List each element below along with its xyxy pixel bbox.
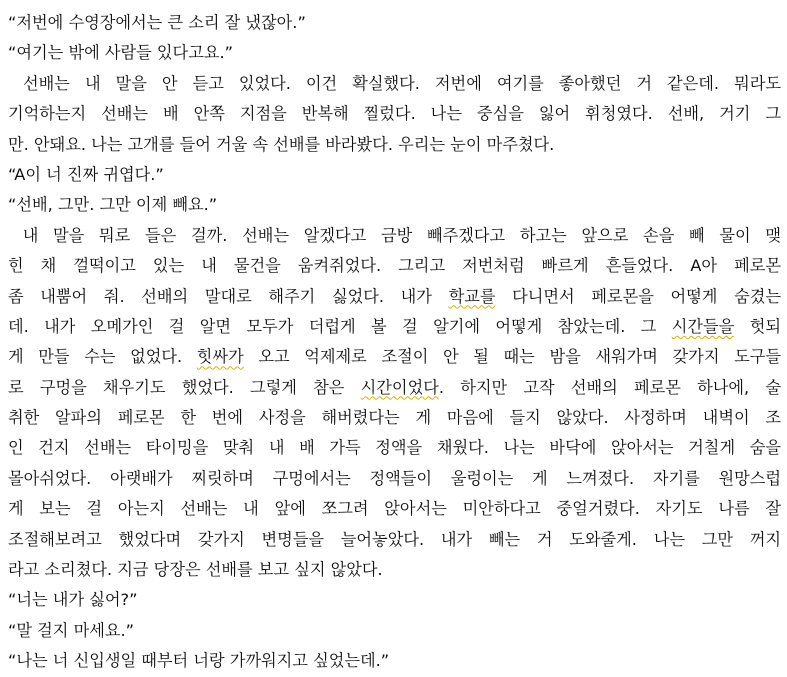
- text-segment: 라고 소리쳤다. 지금 당장은 선배를 보고 싶지 않았다.: [8, 560, 383, 580]
- text-segment: 몰아쉬었다. 아랫배가 찌릿하며 구멍에서는 정액들이 울렁이는 게 느껴졌다. 자기를 원망스럽: [8, 468, 781, 488]
- text-segment: 오고 억제제로 조절이 안 될 때는 밤을 새워가며 갖가지 도구들: [243, 347, 781, 367]
- text-segment: “A이 너 진짜 귀엽다.”: [8, 164, 164, 184]
- text-segment: “선배, 그만. 그만 이제 빼요.”: [8, 195, 218, 215]
- text-segment: “저번에 수영장에서는 큰 소리 잘 냈잖아.”: [8, 13, 306, 32]
- text-segment: 취한 알파의 페로몬 한 번에 사정을 해버렸다는 게 마음에 들지 않았다. 사정하며 내벽이 조: [8, 408, 781, 428]
- text-segment: 좀 내뿜어 줘. 선배의 말대로 해주기 싫었다. 내가: [8, 286, 449, 306]
- text-line: [8, 130, 781, 160]
- text-segment: “너는 내가 싫어?”: [8, 590, 138, 610]
- text-line: [8, 585, 781, 615]
- text-segment: “여기는 밖에 사람들 있다고요.”: [8, 43, 233, 63]
- text-segment: 힌 채 껄떡이고 있는 내 물건을 움켜쥐었다. 그리고 저번처럼 빠르게 흔들었다. A아 페로몬: [8, 256, 781, 276]
- text-segment: 게 만들 수는 없었다.: [8, 347, 197, 367]
- text-segment: 선배는 내 말을 안 듣고 있었다. 이건 확실했다. 저번에 여기를 좋아했던 거 같은데. 뭐라도: [8, 73, 781, 93]
- text-line: [8, 160, 781, 190]
- text-line: [8, 99, 781, 129]
- text-line: [8, 312, 781, 342]
- text-line: [8, 646, 781, 676]
- text-segment: . 하지만 고작 선배의 페로몬 하나에, 술: [438, 377, 781, 397]
- text-segment: 기억하는지 선배는 배 안쪽 지점을 반복해 찔렀다. 나는 중심을 잃어 휘청였다. 선배, 거기 그: [8, 104, 781, 124]
- text-segment: “나는 너 신입생일 때부터 너랑 가까워지고 싶었는데.”: [8, 651, 390, 671]
- text-line: [8, 525, 781, 555]
- text-segment: 조절해보려고 했었다며 갖가지 변명들을 늘어놓았다. 내가 빼는 거 도와줄게. 나는 그만 꺼지: [8, 529, 781, 549]
- text-line: [8, 342, 781, 372]
- text-line: [8, 373, 781, 403]
- text-segment: 헛되: [734, 316, 781, 336]
- text-segment: 게 보는 걸 아는지 선배는 내 앞에 쪼그려 앉아서는 미안하다고 중얼거렸다. 자기도 나름 잘: [8, 499, 781, 519]
- spellcheck-flagged-word: 학교를: [448, 286, 496, 306]
- text-line: [8, 69, 781, 99]
- text-segment: “말 걸지 마세요.”: [8, 620, 135, 640]
- text-line: [8, 8, 781, 38]
- text-segment: 로 구멍을 채우기도 했었다. 그렇게 참은: [8, 377, 361, 397]
- text-line: [8, 494, 781, 524]
- text-line: [8, 190, 781, 220]
- text-line: [8, 38, 781, 68]
- text-line: [8, 433, 781, 463]
- text-segment: 다니면서 페로몬을 어떻게 숨겼는: [495, 286, 781, 306]
- text-line: [8, 464, 781, 494]
- spellcheck-flagged-word: 시간이었다: [360, 377, 439, 397]
- text-line: [8, 616, 781, 646]
- text-line: [8, 403, 781, 433]
- text-segment: 인 건지 선배는 타이밍을 맞춰 내 배 가득 정액을 채웠다. 나는 바닥에 앉아서는 거칠게 숨을: [8, 438, 781, 458]
- text-line: [8, 251, 781, 281]
- text-segment: 만. 안돼요. 나는 고개를 들어 거울 속 선배를 바라봤다. 우리는 눈이 마주쳤다.: [8, 134, 555, 154]
- text-segment: 내 말을 뭐로 들은 걸까. 선배는 알겠다고 금방 빼주겠다고 하고는 앞으로 손을 빼 물이 맺: [8, 225, 781, 245]
- spellcheck-flagged-word: 힛싸가: [196, 347, 244, 367]
- document-body: [8, 8, 781, 677]
- text-line: [8, 221, 781, 251]
- text-line: [8, 282, 781, 312]
- text-segment: 데. 내가 오메가인 걸 알면 모두가 더럽게 볼 걸 알기에 어떻게 참았는데. 그: [8, 316, 672, 336]
- text-line: [8, 555, 781, 585]
- spellcheck-flagged-word: 시간들을: [671, 316, 735, 336]
